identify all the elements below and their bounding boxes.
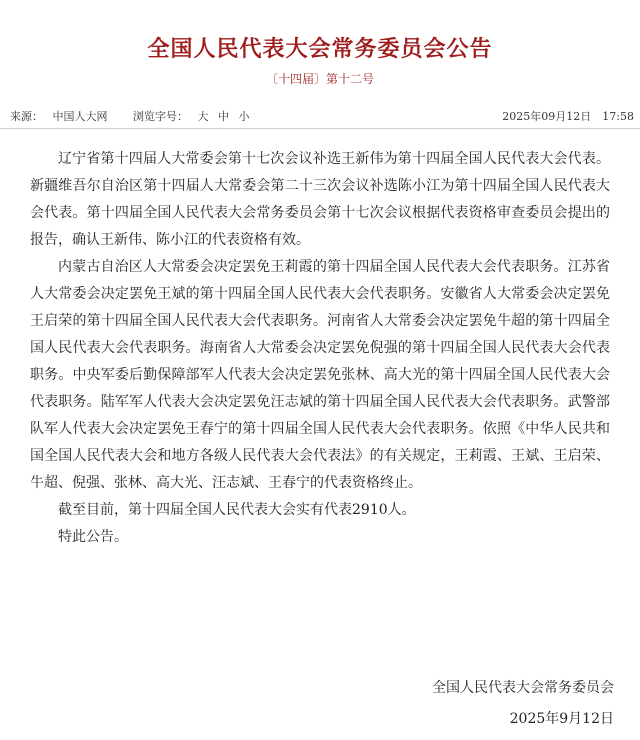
- paragraph-by-election: 辽宁省第十四届人大常委会第十七次会议补选王新伟为第十四届全国人民代表大会代表。新疆维吾尔自治区第十四届人大常委会第二十三次会议补选陈小江为第十四届全国人民代表大会代表。第十四届全国人民代表大会常务委员会第十七次会议根据代表资格审查委员会提出的报告，确认王新伟、陈小江的代表资格有效。: [30, 151, 610, 248]
- source-value: 中国人大网: [52, 110, 108, 123]
- font-size-medium-button[interactable]: 中: [218, 110, 229, 123]
- article-meta-bar: [10, 108, 634, 126]
- publish-datetime: 2025年09月12日 17:58: [502, 110, 634, 123]
- paragraph-closing: 特此公告。: [58, 529, 128, 545]
- article-body: [30, 146, 610, 551]
- font-size-large-button[interactable]: 大: [197, 110, 209, 123]
- meta-left: [10, 108, 256, 124]
- page-title: 全国人民代表大会常务委员会公告: [147, 36, 493, 62]
- header-divider: [0, 128, 640, 129]
- paragraph-removals: 内蒙古自治区人大常委会决定罢免王莉霞的第十四届全国人民代表大会代表职务。江苏省人大常委会决定罢免王斌的第十四届全国人民代表大会代表职务。安徽省人大常委会决定罢免王启荣的第十四届全国人民代表大会代表职务。河南省人大常委会决定罢免牛超的第十四届全国人民代表大会代表职务。海南省人大常委会决定罢免倪强的第十四届全国人民代表大会代表职务。中央军委后勤保障部军人代表大会决定罢免张林、高大光的第十四届全国人民代表大会代表职务。陆军军人代表大会决定罢免汪志斌的第十四届全国人民代表大会代表职务。武警部队军人代表大会决定罢免王春宁的第十四届全国人民代表大会代表职务。依照《中华人民共和国全国人民代表大会和地方各级人民代表大会代表法》的有关规定，王莉霞、王斌、王启荣、牛超、倪强、张林、高大光、汪志斌、王春宁的代表资格终止。: [30, 259, 610, 491]
- signature-date: 2025年9月12日: [509, 711, 614, 727]
- paragraph-deputy-count: 截至目前，第十四届全国人民代表大会实有代表2910人。: [58, 502, 416, 518]
- font-size-label: 浏览字号：: [133, 110, 188, 123]
- font-size-small-button[interactable]: 小: [238, 110, 250, 123]
- signature-organization: 全国人民代表大会常务委员会: [432, 680, 614, 696]
- source-label: 来源：: [10, 110, 43, 123]
- announcement-number: 〔十四届〕第十二号: [265, 72, 374, 86]
